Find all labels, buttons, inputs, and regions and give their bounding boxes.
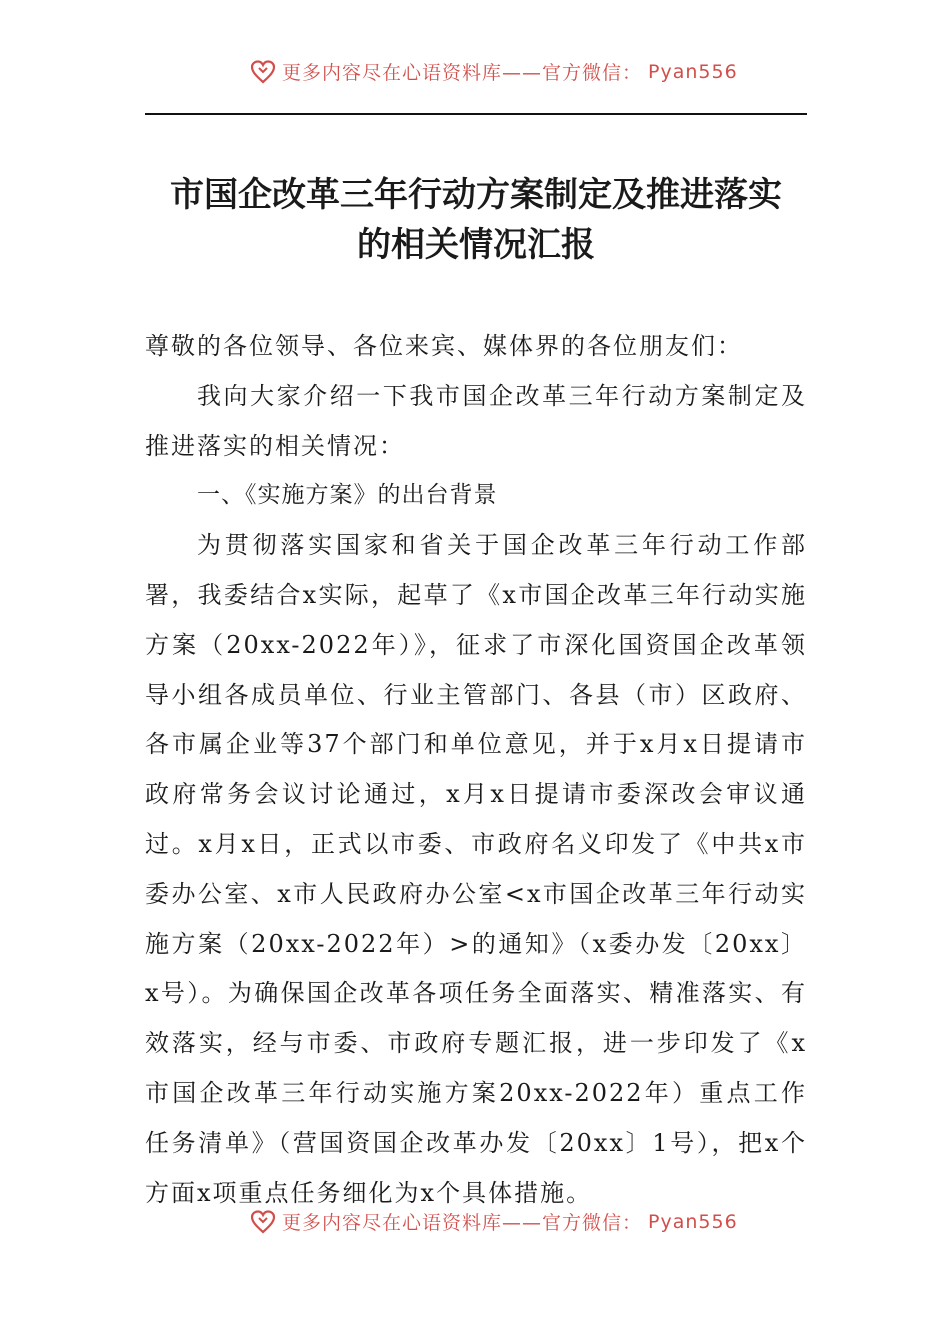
section-1-paragraph: 为贯彻落实国家和省关于国企改革三年行动工作部署，我委结合x实际，起草了《x市国企改革三年行动实施方案（20xx-2022年）》，征求了市深化国资国企改革领导小组各成员单位、行业主管部门、各县（市）区政府、各市属企业等37个部门和单位意见，并于x月x日提请市政府常务会议讨论通过，x月x日提请市委深改会审议通过。x月x日，正式以市委、市政府名义印发了《中共x市委办公室、x市人民政府办公室<x市国企改革三年行动实施方案（20xx-2022年）>的通知》（x委办发〔20xx〕x号）。为确保国企改革各项任务全面落实、精准落实、有效落实，经与市委、市政府专题汇报，进一步印发了《x市国企改革三年行动实施方案20xx-2022年）重点工作任务清单》（营国资国企改革办发〔20xx〕1号），把x个方面x项重点任务细化为x个具体措施。 <box>145 531 807 1207</box>
watermark-handle: Pyan556 <box>648 60 738 83</box>
document-body <box>145 322 807 1218</box>
watermark-footer <box>250 1208 738 1235</box>
section-1-heading: 一、《实施方案》的出台背景 <box>197 482 498 509</box>
watermark-handle: Pyan556 <box>648 1210 738 1233</box>
document-title <box>145 170 807 270</box>
watermark-text: 更多内容尽在心语资料库——官方微信： <box>282 1212 643 1234</box>
watermark-header <box>250 58 738 85</box>
watermark-text: 更多内容尽在心语资料库——官方微信： <box>282 62 643 84</box>
salutation: 尊敬的各位领导、各位来宾、媒体界的各位朋友们： <box>145 332 743 360</box>
title-line-2: 的相关情况汇报 <box>357 225 595 265</box>
title-line-1: 市国企改革三年行动方案制定及推进落实 <box>170 175 782 215</box>
header-divider <box>145 113 807 115</box>
intro-paragraph: 我向大家介绍一下我市国企改革三年行动方案制定及推进落实的相关情况： <box>145 381 807 460</box>
heart-logo-icon <box>250 1209 276 1235</box>
heart-logo-icon <box>250 59 276 85</box>
